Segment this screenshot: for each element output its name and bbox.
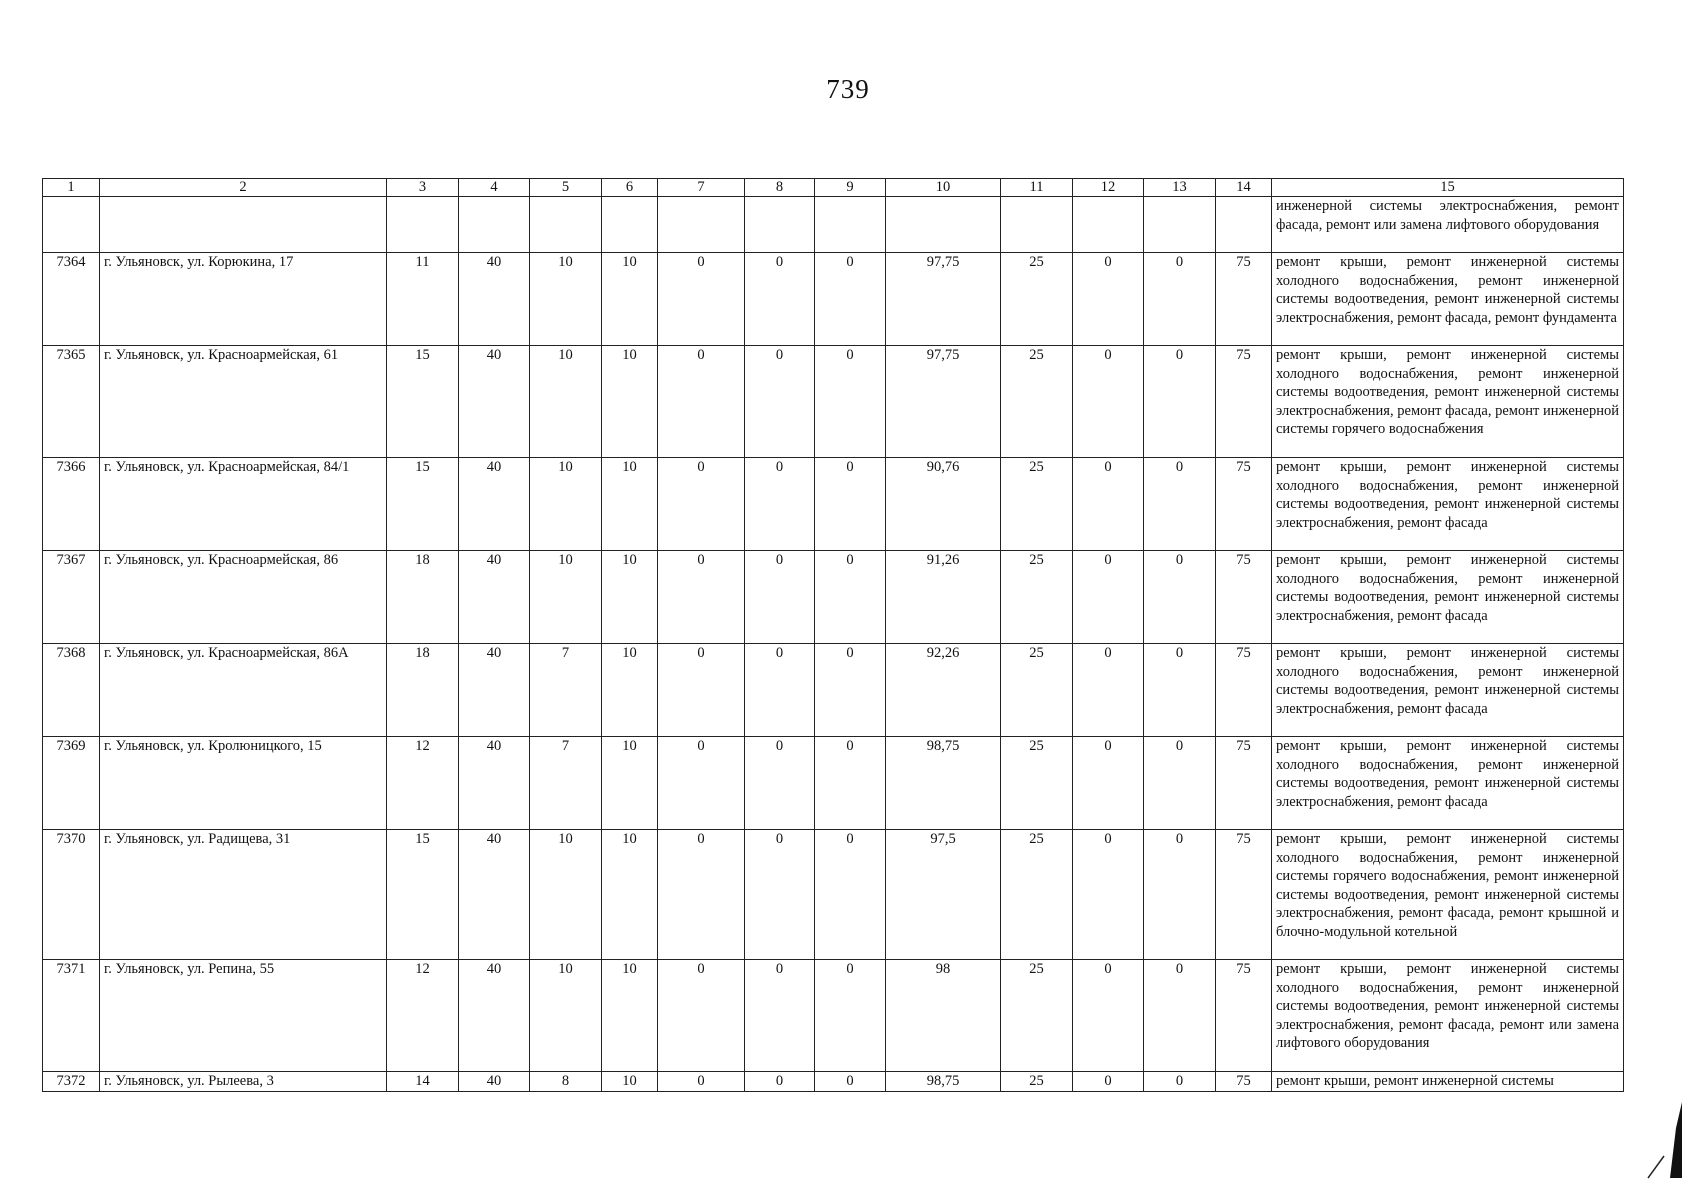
table-cell	[658, 197, 745, 253]
value-cell: 75	[1216, 960, 1272, 1072]
value-cell: 25	[1001, 458, 1073, 551]
table-cell	[459, 197, 530, 253]
value-cell: 25	[1001, 253, 1073, 346]
value-cell: 25	[1001, 830, 1073, 960]
header-cell: 6	[602, 179, 658, 197]
address-cell: г. Ульяновск, ул. Красноармейская, 84/1	[100, 458, 387, 551]
value-cell: 97,5	[886, 830, 1001, 960]
header-cell: 7	[658, 179, 745, 197]
address-cell: г. Ульяновск, ул. Кролюницкого, 15	[100, 737, 387, 830]
value-cell: 75	[1216, 253, 1272, 346]
row-id-cell: 7372	[43, 1072, 100, 1092]
value-cell: 97,75	[886, 346, 1001, 458]
value-cell: 0	[1073, 346, 1144, 458]
value-cell: 0	[658, 960, 745, 1072]
value-cell: 40	[459, 830, 530, 960]
header-cell: 13	[1144, 179, 1216, 197]
margin-pen-mark	[1646, 1098, 1684, 1180]
value-cell: 98	[886, 960, 1001, 1072]
value-cell: 15	[387, 830, 459, 960]
value-cell: 0	[815, 458, 886, 551]
address-cell: г. Ульяновск, ул. Рылеева, 3	[100, 1072, 387, 1092]
value-cell: 25	[1001, 551, 1073, 644]
header-cell: 10	[886, 179, 1001, 197]
header-cell: 4	[459, 179, 530, 197]
value-cell: 0	[1144, 644, 1216, 737]
header-cell: 2	[100, 179, 387, 197]
table-row	[43, 960, 1624, 1072]
row-id-cell: 7366	[43, 458, 100, 551]
value-cell: 0	[745, 346, 815, 458]
value-cell: 40	[459, 737, 530, 830]
value-cell: 0	[1073, 830, 1144, 960]
value-cell: 0	[658, 644, 745, 737]
works-cell: ремонт крыши, ремонт инженерной системы холодного водоснабжения, ремонт инженерной системы водоотведения, ремонт инженерной системы электроснабжения, ремонт фасада, ремонт или замена лифтового оборудования	[1272, 960, 1624, 1072]
value-cell: 98,75	[886, 737, 1001, 830]
works-cell: ремонт крыши, ремонт инженерной системы холодного водоснабжения, ремонт инженерной системы водоотведения, ремонт инженерной системы электроснабжения, ремонт фасада	[1272, 644, 1624, 737]
table-cell	[1073, 197, 1144, 253]
value-cell: 8	[530, 1072, 602, 1092]
value-cell: 0	[815, 830, 886, 960]
value-cell: 0	[658, 737, 745, 830]
table-cell	[1216, 197, 1272, 253]
table-cell	[602, 197, 658, 253]
value-cell: 98,75	[886, 1072, 1001, 1092]
value-cell: 0	[815, 737, 886, 830]
address-cell: г. Ульяновск, ул. Корюкина, 17	[100, 253, 387, 346]
value-cell: 10	[602, 737, 658, 830]
value-cell: 97,75	[886, 253, 1001, 346]
value-cell: 0	[1073, 644, 1144, 737]
value-cell: 75	[1216, 644, 1272, 737]
works-cell: ремонт крыши, ремонт инженерной системы холодного водоснабжения, ремонт инженерной системы водоотведения, ремонт инженерной системы электроснабжения, ремонт фасада, ремонт инженерной системы горячего водоснабжения	[1272, 346, 1624, 458]
header-cell: 1	[43, 179, 100, 197]
value-cell: 0	[658, 830, 745, 960]
value-cell: 40	[459, 253, 530, 346]
value-cell: 25	[1001, 960, 1073, 1072]
value-cell: 7	[530, 737, 602, 830]
value-cell: 25	[1001, 346, 1073, 458]
table-cell	[745, 197, 815, 253]
value-cell: 0	[1144, 737, 1216, 830]
value-cell: 0	[1073, 458, 1144, 551]
row-id-cell: 7370	[43, 830, 100, 960]
registry-table	[42, 178, 1624, 1092]
value-cell: 10	[602, 960, 658, 1072]
table-cell	[387, 197, 459, 253]
value-cell: 0	[815, 346, 886, 458]
value-cell: 0	[658, 253, 745, 346]
value-cell: 25	[1001, 1072, 1073, 1092]
works-cell: инженерной системы электроснабжения, ремонт фасада, ремонт или замена лифтового оборудования	[1272, 197, 1624, 253]
value-cell: 10	[602, 346, 658, 458]
row-id-cell: 7371	[43, 960, 100, 1072]
value-cell: 10	[602, 830, 658, 960]
row-id-cell: 7367	[43, 551, 100, 644]
column-number-header	[43, 179, 1624, 197]
value-cell: 0	[658, 1072, 745, 1092]
value-cell: 0	[1144, 253, 1216, 346]
value-cell: 0	[745, 737, 815, 830]
value-cell: 0	[1073, 253, 1144, 346]
value-cell: 10	[530, 960, 602, 1072]
value-cell: 10	[602, 644, 658, 737]
value-cell: 25	[1001, 644, 1073, 737]
works-cell: ремонт крыши, ремонт инженерной системы холодного водоснабжения, ремонт инженерной системы водоотведения, ремонт инженерной системы электроснабжения, ремонт фасада, ремонт фундамента	[1272, 253, 1624, 346]
table-row	[43, 830, 1624, 960]
value-cell: 40	[459, 960, 530, 1072]
value-cell: 0	[745, 960, 815, 1072]
row-id-cell: 7365	[43, 346, 100, 458]
table-cell	[886, 197, 1001, 253]
value-cell: 14	[387, 1072, 459, 1092]
table-cell	[43, 197, 100, 253]
address-cell: г. Ульяновск, ул. Радищева, 31	[100, 830, 387, 960]
value-cell: 10	[602, 1072, 658, 1092]
header-cell: 15	[1272, 179, 1624, 197]
value-cell: 75	[1216, 737, 1272, 830]
value-cell: 0	[745, 644, 815, 737]
value-cell: 0	[1144, 960, 1216, 1072]
table-cell	[1001, 197, 1073, 253]
value-cell: 0	[815, 644, 886, 737]
value-cell: 0	[815, 1072, 886, 1092]
table-cell	[815, 197, 886, 253]
value-cell: 15	[387, 458, 459, 551]
header-cell: 8	[745, 179, 815, 197]
table-row	[43, 458, 1624, 551]
value-cell: 40	[459, 458, 530, 551]
value-cell: 75	[1216, 458, 1272, 551]
value-cell: 0	[745, 253, 815, 346]
value-cell: 0	[745, 458, 815, 551]
value-cell: 75	[1216, 1072, 1272, 1092]
value-cell: 0	[1144, 1072, 1216, 1092]
header-cell: 12	[1073, 179, 1144, 197]
value-cell: 0	[658, 458, 745, 551]
value-cell: 0	[1073, 960, 1144, 1072]
table-row	[43, 644, 1624, 737]
header-cell: 5	[530, 179, 602, 197]
value-cell: 0	[658, 346, 745, 458]
value-cell: 0	[815, 253, 886, 346]
value-cell: 18	[387, 644, 459, 737]
works-cell: ремонт крыши, ремонт инженерной системы холодного водоснабжения, ремонт инженерной системы водоотведения, ремонт инженерной системы электроснабжения, ремонт фасада	[1272, 551, 1624, 644]
value-cell: 12	[387, 737, 459, 830]
value-cell: 40	[459, 551, 530, 644]
value-cell: 0	[658, 551, 745, 644]
address-cell: г. Ульяновск, ул. Красноармейская, 61	[100, 346, 387, 458]
value-cell: 0	[745, 830, 815, 960]
works-cell: ремонт крыши, ремонт инженерной системы холодного водоснабжения, ремонт инженерной системы водоотведения, ремонт инженерной системы электроснабжения, ремонт фасада	[1272, 737, 1624, 830]
value-cell: 12	[387, 960, 459, 1072]
value-cell: 15	[387, 346, 459, 458]
value-cell: 75	[1216, 551, 1272, 644]
value-cell: 75	[1216, 346, 1272, 458]
table-cell	[530, 197, 602, 253]
header-cell: 11	[1001, 179, 1073, 197]
value-cell: 0	[1144, 458, 1216, 551]
works-cell: ремонт крыши, ремонт инженерной системы холодного водоснабжения, ремонт инженерной системы горячего водоснабжения, ремонт инженерной системы водоотведения, ремонт инженерной системы электроснабжения, ремонт фасада, ремонт крышной и блочно-модульной котельной	[1272, 830, 1624, 960]
header-cell: 9	[815, 179, 886, 197]
row-id-cell: 7368	[43, 644, 100, 737]
value-cell: 75	[1216, 830, 1272, 960]
table-cell	[100, 197, 387, 253]
value-cell: 10	[602, 458, 658, 551]
value-cell: 10	[530, 253, 602, 346]
value-cell: 7	[530, 644, 602, 737]
value-cell: 0	[1144, 551, 1216, 644]
value-cell: 0	[815, 551, 886, 644]
table-cell	[1144, 197, 1216, 253]
value-cell: 0	[745, 551, 815, 644]
value-cell: 92,26	[886, 644, 1001, 737]
value-cell: 10	[530, 551, 602, 644]
address-cell: г. Ульяновск, ул. Репина, 55	[100, 960, 387, 1072]
address-cell: г. Ульяновск, ул. Красноармейская, 86	[100, 551, 387, 644]
value-cell: 0	[815, 960, 886, 1072]
continuation-row	[43, 197, 1624, 253]
table-row	[43, 1072, 1624, 1092]
value-cell: 25	[1001, 737, 1073, 830]
value-cell: 0	[745, 1072, 815, 1092]
value-cell: 0	[1073, 1072, 1144, 1092]
works-cell: ремонт крыши, ремонт инженерной системы	[1272, 1072, 1624, 1092]
value-cell: 10	[602, 253, 658, 346]
page-number: 739	[826, 74, 870, 104]
address-cell: г. Ульяновск, ул. Красноармейская, 86А	[100, 644, 387, 737]
value-cell: 90,76	[886, 458, 1001, 551]
value-cell: 10	[530, 346, 602, 458]
value-cell: 10	[530, 830, 602, 960]
value-cell: 91,26	[886, 551, 1001, 644]
value-cell: 40	[459, 346, 530, 458]
table-row	[43, 737, 1624, 830]
table-row	[43, 253, 1624, 346]
value-cell: 0	[1144, 830, 1216, 960]
value-cell: 40	[459, 644, 530, 737]
value-cell: 0	[1073, 737, 1144, 830]
value-cell: 10	[602, 551, 658, 644]
table-row	[43, 346, 1624, 458]
works-cell: ремонт крыши, ремонт инженерной системы холодного водоснабжения, ремонт инженерной системы водоотведения, ремонт инженерной системы электроснабжения, ремонт фасада	[1272, 458, 1624, 551]
header-cell: 14	[1216, 179, 1272, 197]
value-cell: 40	[459, 1072, 530, 1092]
value-cell: 10	[530, 458, 602, 551]
value-cell: 0	[1144, 346, 1216, 458]
table-row	[43, 551, 1624, 644]
value-cell: 18	[387, 551, 459, 644]
row-id-cell: 7364	[43, 253, 100, 346]
value-cell: 11	[387, 253, 459, 346]
header-cell: 3	[387, 179, 459, 197]
value-cell: 0	[1073, 551, 1144, 644]
row-id-cell: 7369	[43, 737, 100, 830]
